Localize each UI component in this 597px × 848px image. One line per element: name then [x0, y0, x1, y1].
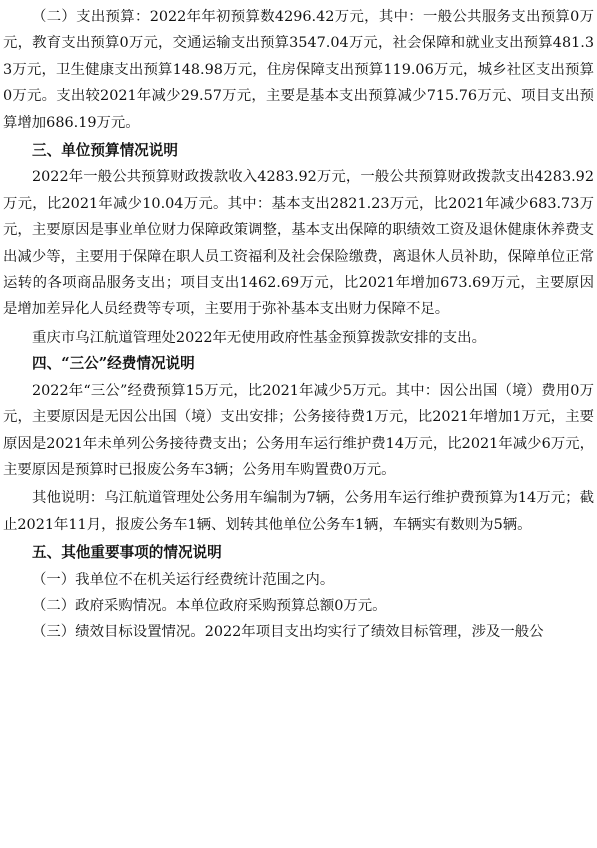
section-heading-other-matters: 五、其他重要事项的情况说明 — [32, 544, 222, 562]
paragraph-general-budget: 2022年一般公共预算财政拨款收入4283.92万元，一般公共预算财政拨款支出4283.92万元，比2021年减少10.04万元。其中：基本支出2821.23万元，比2021年减少683.73万元，主要原因是事业单位财力保障政策调整，基本支出保障的职绩效工资及退休健康休养费支出减少等，主要用于保障在职人员工资福利及社会保险缴费，离退休人员补助，保障单位正常运转的各项商品服务支出；项目支出1462.69万元，比2021年增加673.69万元，主要原因是增加差异化人员经费等专项，主要用于弥补基本支出财力保障不足。 — [3, 169, 594, 318]
paragraph-performance-goals: （三）绩效目标设置情况。2022年项目支出均实行了绩效目标管理，涉及一般公 — [32, 624, 544, 641]
paragraph-expenditure-budget: （二）支出预算：2022年年初预算数4296.42万元，其中：一般公共服务支出预算0万元，教育支出预算0万元，交通运输支出预算3547.04万元，社会保障和就业支出预算481.33万元，卫生健康支出预算148.98万元，住房保障支出预算119.06万元，城乡社区支出预算0万元。支出较2021年减少29.57万元，主要是基本支出预算减少715.76万元、项目支出预算增加686.19万元。 — [3, 9, 594, 131]
section-heading-unit-budget: 三、单位预算情况说明 — [32, 142, 178, 160]
paragraph-other-notes: 其他说明：乌江航道管理处公务用车编制为7辆，公务用车运行维护费预算为14万元；截止2021年11月，报废公务车1辆、划转其他单位公务车1辆，车辆实有数则为5辆。 — [3, 490, 594, 533]
paragraph-government-fund: 重庆市乌江航道管理处2022年无使用政府性基金预算拨款安排的支出。 — [32, 329, 486, 346]
paragraph-three-public-expense: 2022年“三公”经费预算15万元，比2021年减少5万元。其中：因公出国（境）费用0万元，主要原因是无因公出国（境）支出安排；公务接待费1万元，比2021年增加1万元，主要原因是2021年未单列公务接待费支出；公务用车运行维护费14万元，比2021年减少6万元，主要原因是预算时已报废公务车3辆；公务用车购置费0万元。 — [3, 382, 594, 478]
paragraph-operating-expense: （一）我单位不在机关运行经费统计范围之内。 — [32, 571, 335, 588]
section-heading-three-public: 四、“三公”经费情况说明 — [32, 355, 195, 373]
paragraph-procurement: （二）政府采购情况。本单位政府采购预算总额0万元。 — [32, 597, 387, 614]
